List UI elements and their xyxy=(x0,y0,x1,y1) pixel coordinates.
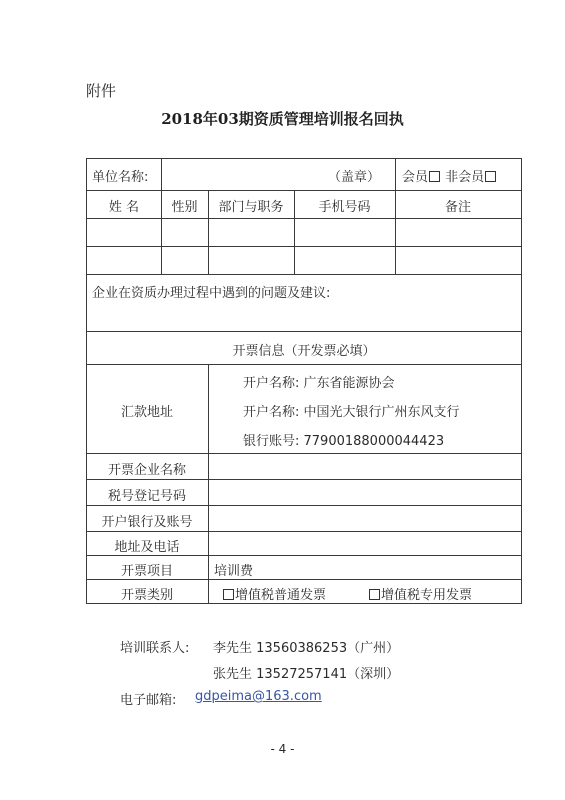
table-divider xyxy=(86,531,522,532)
table-divider xyxy=(86,364,522,365)
email-label: 电子邮箱: xyxy=(120,693,177,708)
column-header-notes: 备注 xyxy=(444,200,471,215)
ordinary-invoice-label: 增值税普通发票 xyxy=(235,588,327,603)
invoice-company-label: 开票企业名称 xyxy=(107,463,186,478)
member-checkbox[interactable] xyxy=(429,171,440,182)
invoice-section-header: 开票信息（开发票必填） xyxy=(232,344,376,359)
page-title: 2018年03期资质管理培训报名回执 xyxy=(161,110,404,128)
suggestion-label: 企业在资质办理过程中遇到的问题及建议: xyxy=(92,286,331,301)
special-invoice-checkbox[interactable] xyxy=(369,589,380,600)
table-divider xyxy=(86,555,522,556)
contact-label: 培训联系人: xyxy=(120,641,190,656)
table-divider xyxy=(86,331,522,332)
special-invoice-label: 增值税专用发票 xyxy=(381,588,473,603)
ordinary-invoice-checkbox[interactable] xyxy=(223,589,234,600)
table-divider xyxy=(395,158,396,190)
column-header-name: 姓 名 xyxy=(108,200,140,215)
table-divider xyxy=(86,579,522,580)
tax-number-label: 税号登记号码 xyxy=(107,489,186,504)
invoice-type-special[interactable] xyxy=(368,584,472,603)
member-label: 会员 xyxy=(402,170,429,185)
contact-line-shenzhen: 张先生 13527257141（深圳） xyxy=(213,667,400,682)
nonmember-label: 非会员 xyxy=(445,170,485,185)
table-divider xyxy=(161,158,162,190)
page-number: - 4 - xyxy=(270,742,295,756)
table-border xyxy=(521,158,522,604)
address-phone-label: 地址及电话 xyxy=(114,540,180,555)
table-divider xyxy=(86,453,522,454)
remit-account-number: 银行账号: 77900188000044423 xyxy=(243,434,445,449)
nonmember-checkbox[interactable] xyxy=(485,171,496,182)
table-divider xyxy=(86,246,522,247)
stamp-label: （盖章） xyxy=(328,170,381,185)
bank-account-label: 开户银行及账号 xyxy=(101,515,193,530)
table-divider xyxy=(86,479,522,480)
column-header-gender: 性别 xyxy=(171,200,198,215)
invoice-item-label: 开票项目 xyxy=(120,564,173,579)
invoice-item-value: 培训费 xyxy=(214,564,254,579)
table-divider xyxy=(208,364,209,603)
column-header-phone: 手机号码 xyxy=(318,200,371,215)
table-divider xyxy=(86,505,522,506)
table-divider xyxy=(86,218,522,219)
table-divider xyxy=(86,190,522,191)
unit-name-label: 单位名称: xyxy=(92,170,149,185)
invoice-type-ordinary[interactable] xyxy=(222,584,326,603)
membership-checkboxes xyxy=(402,166,497,185)
attachment-heading: 附件 xyxy=(86,82,117,100)
remit-account-name: 开户名称: 广东省能源协会 xyxy=(243,376,395,391)
column-header-department: 部门与职务 xyxy=(218,200,284,215)
table-border xyxy=(86,603,522,604)
contact-line-guangzhou: 李先生 13560386253（广州） xyxy=(213,641,400,656)
table-divider xyxy=(86,274,522,275)
remit-bank-name: 开户名称: 中国光大银行广州东风支行 xyxy=(243,405,460,420)
invoice-type-label: 开票类别 xyxy=(120,588,173,603)
table-border xyxy=(86,158,522,159)
remit-address-label: 汇款地址 xyxy=(120,405,173,420)
email-link[interactable]: gdpeima@163.com xyxy=(195,689,322,704)
